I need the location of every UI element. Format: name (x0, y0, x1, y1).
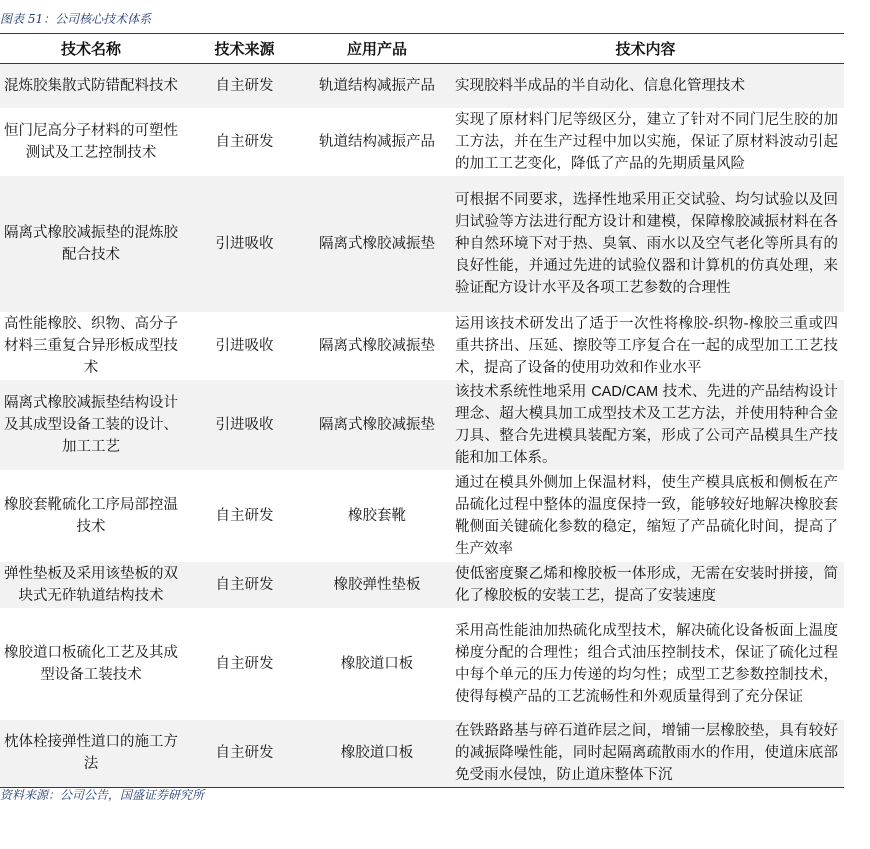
tech-content-cell: 实现胶料半成品的半自动化、信息化管理技术 (447, 64, 844, 108)
tech-name-cell: 弹性垫板及采用该垫板的双块式无砟轨道结构技术 (0, 562, 182, 608)
tech-source-cell: 自主研发 (215, 655, 274, 672)
product-cell: 橡胶道口板 (307, 720, 447, 788)
table-header-row (0, 34, 844, 64)
product-cell: 橡胶套靴 (348, 507, 406, 524)
source-note: 资料来源：公司公告，国盛证券研究所 (0, 788, 205, 802)
tech-source-cell: 自主研发 (215, 133, 274, 150)
tech-name-cell: 橡胶道口板硫化工艺及其成型设备工装技术 (4, 644, 178, 683)
tech-name-cell: 隔离式橡胶减振垫结构设计及其成型设备工装的设计、加工工艺 (0, 380, 182, 470)
figure-caption: 图表 51：公司核心技术体系 (0, 12, 152, 26)
tech-content-cell: 实现了原材料门尼等级区分，建立了针对不同门尼生胶的加工方法，并在生产过程中加以实施，保证了原材料波动引起的加工工艺变化，降低了产品的先期质量风险 (455, 111, 838, 172)
tech-content-cell: 在铁路路基与碎石道砟层之间，增铺一层橡胶垫，具有较好的减振降噪性能，同时起隔离疏散雨水的作用，使道床底部免受雨水侵蚀，防止道床整体下沉 (447, 720, 844, 788)
tech-content-cell: 运用该技术研发出了适于一次性将橡胶-织物-橡胶三重或四重共挤出、压延、擦胶等工序复合在一起的成型加工工艺技术，提高了设备的使用功效和作业水平 (455, 315, 838, 376)
table-row (0, 380, 844, 470)
tech-content-cell: 通过在模具外侧加上保温材料，使生产模具底板和侧板在产品硫化过程中整体的温度保持一致，能够较好地解决橡胶套靴侧面关键硫化参数的稳定，缩短了产品硫化时间，提高了生产效率 (455, 474, 838, 557)
tech-name-cell: 橡胶套靴硫化工序局部控温技术 (4, 496, 178, 535)
header-tech-name: 技术名称 (0, 34, 182, 64)
product-cell: 隔离式橡胶减振垫 (319, 337, 435, 354)
tech-name-cell: 枕体栓接弹性道口的施工方法 (0, 720, 182, 788)
tech-name-cell: 隔离式橡胶减振垫的混炼胶配合技术 (0, 176, 182, 312)
product-cell: 橡胶道口板 (340, 655, 414, 672)
table-row (0, 64, 844, 108)
tech-content-cell (447, 380, 844, 470)
tech-name-cell: 恒门尼高分子材料的可塑性测试及工艺控制技术 (4, 122, 178, 161)
tech-source-cell: 自主研发 (182, 720, 307, 788)
tech-source-cell: 自主研发 (182, 562, 307, 608)
product-cell: 轨道结构减振产品 (319, 133, 435, 150)
tech-source-cell: 自主研发 (215, 507, 274, 524)
tech-source-cell: 引进吸收 (182, 176, 307, 312)
header-tech-source: 技术来源 (182, 34, 307, 64)
table-row (0, 176, 844, 312)
content-term-cad-cam: CAD/CAM (591, 383, 659, 400)
tech-name-cell: 高性能橡胶、织物、高分子材料三重复合异形板成型技术 (4, 315, 178, 376)
tech-content-cell: 可根据不同要求，选择性地采用正交试验、均匀试验以及回归试验等方法进行配方设计和建模，保障橡胶减振材料在各种自然环境下对于热、臭氧、雨水以及空气老化等所具有的良好性能，并通过先进的试验仪器和计算机的仿真处理，来验证配方设计水平及各项工艺参数的合理性 (447, 176, 844, 312)
table-row (0, 608, 844, 720)
content-text-part: 该技术系统性地采用 (455, 383, 592, 400)
core-technology-table (0, 34, 844, 788)
content-text-part: 技术、先进的产品结构设计理念、超大模具加工成型技术及工艺方法，并使用特种合金刀具、整合先进模具装配方案，形成了公司产品模具生产技能和加工体系。 (455, 383, 838, 466)
tech-content-cell: 使低密度聚乙烯和橡胶板一体形成，无需在安装时拼接，简化了橡胶板的安装工艺，提高了安装速度 (447, 562, 844, 608)
product-cell: 隔离式橡胶减振垫 (307, 380, 447, 470)
header-product: 应用产品 (307, 34, 447, 64)
product-cell: 隔离式橡胶减振垫 (307, 176, 447, 312)
tech-content-cell: 采用高性能油加热硫化成型技术，解决硫化设备板面上温度梯度分配的合理性；组合式油压控制技术，保证了硫化过程中每个单元的压力传递的均匀性；成型工艺参数控制技术，使得每模产品的工艺流畅性和外观质量得到了充分保证 (455, 622, 838, 705)
table-row (0, 108, 844, 176)
table-row (0, 562, 844, 608)
header-tech-content: 技术内容 (447, 34, 844, 64)
tech-source-cell: 自主研发 (182, 64, 307, 108)
product-cell: 橡胶弹性垫板 (307, 562, 447, 608)
tech-source-cell: 引进吸收 (182, 380, 307, 470)
table-row (0, 720, 844, 788)
table-row (0, 470, 844, 562)
tech-name-cell: 混炼胶集散式防错配料技术 (0, 64, 182, 108)
product-cell: 轨道结构减振产品 (307, 64, 447, 108)
table-row (0, 312, 844, 380)
tech-source-cell: 引进吸收 (215, 337, 274, 354)
